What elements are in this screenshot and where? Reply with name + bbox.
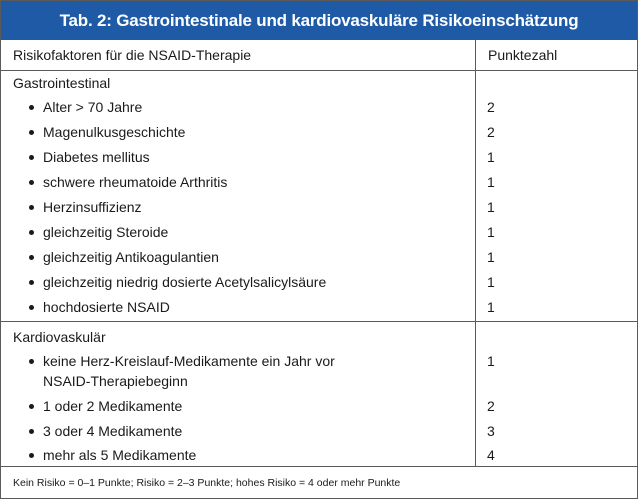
footnote-divider — [1, 466, 637, 467]
points-value: 4 — [487, 447, 495, 463]
bullet-icon — [29, 359, 34, 364]
points-value: 2 — [487, 99, 495, 115]
points-value: 1 — [487, 149, 495, 165]
bullet-icon — [29, 280, 34, 285]
bullet-icon — [29, 255, 34, 260]
points-value: 3 — [487, 423, 495, 439]
points-value: 1 — [487, 199, 495, 215]
list-item: gleichzeitig Steroide — [43, 222, 463, 242]
list-item: hochdosierte NSAID — [43, 297, 463, 317]
bullet-icon — [29, 155, 34, 160]
points-value: 1 — [487, 353, 495, 369]
header-points: Punktezahl — [488, 47, 558, 63]
bullet-icon — [29, 180, 34, 185]
list-item: Magenulkusgeschichte — [43, 122, 463, 142]
points-value: 1 — [487, 299, 495, 315]
list-item: schwere rheumatoide Arthritis — [43, 172, 463, 192]
section-title-gastrointestinal: Gastrointestinal — [13, 75, 111, 91]
section-divider — [1, 321, 637, 322]
bullet-icon — [29, 429, 34, 434]
bullet-icon — [29, 453, 34, 458]
header-row — [1, 40, 637, 71]
list-item: keine Herz-Kreislauf-Medikamente ein Jahr vor NSAID-Therapiebeginn — [43, 351, 383, 391]
list-item: Herzinsuffizienz — [43, 197, 463, 217]
points-value: 1 — [487, 274, 495, 290]
bullet-icon — [29, 130, 34, 135]
list-item: 3 oder 4 Medikamente — [43, 421, 463, 441]
bullet-icon — [29, 205, 34, 210]
bullet-icon — [29, 230, 34, 235]
footnote: Kein Risiko = 0–1 Punkte; Risiko = 2–3 Punkte; hohes Risiko = 4 oder mehr Punkte — [13, 477, 401, 489]
list-item: gleichzeitig niedrig dosierte Acetylsalicylsäure — [43, 272, 463, 292]
list-item: mehr als 5 Medikamente — [43, 445, 463, 465]
list-item: Diabetes mellitus — [43, 147, 463, 167]
list-item: gleichzeitig Antikoagulantien — [43, 247, 463, 267]
points-value: 1 — [487, 224, 495, 240]
bullet-icon — [29, 305, 34, 310]
list-item: Alter > 70 Jahre — [43, 97, 463, 117]
header-risk-factors: Risikofaktoren für die NSAID-Therapie — [13, 47, 252, 63]
points-value: 1 — [487, 249, 495, 265]
bullet-icon — [29, 404, 34, 409]
column-divider — [475, 40, 476, 466]
points-value: 1 — [487, 174, 495, 190]
section-title-kardiovaskulaer: Kardiovaskulär — [13, 329, 106, 345]
bullet-icon — [29, 105, 34, 110]
points-value: 2 — [487, 398, 495, 414]
list-item: 1 oder 2 Medikamente — [43, 396, 463, 416]
table-title: Tab. 2: Gastrointestinale und kardiovaskuläre Risikoeinschätzung — [1, 1, 637, 40]
points-value: 2 — [487, 124, 495, 140]
